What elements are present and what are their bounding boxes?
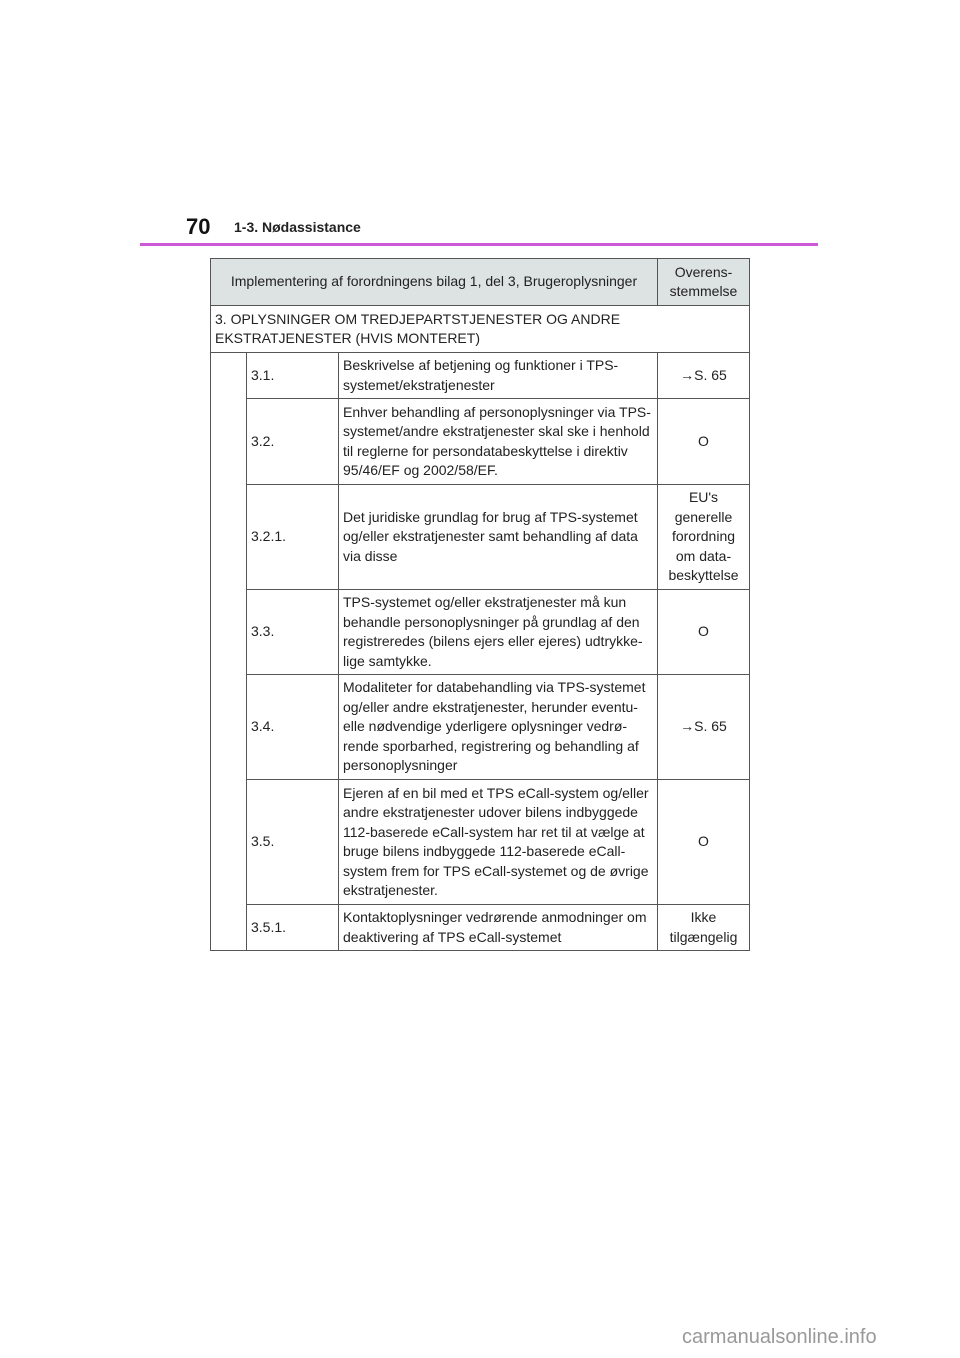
row-status: O <box>658 399 750 485</box>
row-number: 3.3. <box>247 590 339 675</box>
section-title: 1-3. Nødassistance <box>234 219 361 235</box>
table-row <box>211 675 750 780</box>
compliance-table <box>210 258 750 951</box>
header-divider <box>140 243 818 246</box>
row-status: Ikke tilgængelig <box>658 905 750 951</box>
watermark: carmanualsonline.info <box>682 1326 877 1348</box>
row-text: Det juridiske grundlag for brug af TPS-systemet og/eller ekstratjenester samt behandling af data via disse <box>339 485 658 590</box>
table-row <box>211 485 750 590</box>
table-row <box>211 905 750 951</box>
header-compliance: Overens-stemmelse <box>658 259 750 306</box>
table-row <box>211 353 750 399</box>
section-heading: 3. OPLYSNINGER OM TREDJEPARTSTJENESTER OG ANDRE EKSTRATJENESTER (HVIS MONTERET) <box>211 306 750 353</box>
row-status: →S. 65 <box>658 353 750 399</box>
row-number: 3.4. <box>247 675 339 780</box>
row-text: Kontaktoplysninger vedrørende anmodninger om deaktivering af TPS eCall-systemet <box>339 905 658 951</box>
row-text: Beskrivelse af betjening og funktioner i TPS-systemet/ekstratjenester <box>339 353 658 399</box>
row-status: EU's generelle forordning om data-beskyttelse <box>658 485 750 590</box>
row-number: 3.5.1. <box>247 905 339 951</box>
indent-cell <box>211 353 247 951</box>
row-text: Modaliteter for databehandling via TPS-systemet og/eller andre ekstratjenester, herunder eventu-elle nødvendige yderligere oplysninger vedrø-rende sporbarhed, registrering og behandling af personoplysninger <box>339 675 658 780</box>
table-row <box>211 399 750 485</box>
row-text: TPS-systemet og/eller ekstratjenester må kun behandle personoplysninger på grundlag af den registreredes (bilens ejers eller ejeres) udtrykke-lige samtykke. <box>339 590 658 675</box>
row-number: 3.2.1. <box>247 485 339 590</box>
header-main: Implementering af forordningens bilag 1, del 3, Brugeroplysninger <box>211 259 658 306</box>
row-status: →S. 65 <box>658 675 750 780</box>
row-status: O <box>658 590 750 675</box>
row-text: Ejeren af en bil med et TPS eCall-system og/eller andre ekstratjenester udover bilens indbyggede 112-baserede eCall-system har ret til at vælge at bruge bilens indbyggede 112-baserede eCall-system frem for TPS eCall-systemet og de øvrige ekstratjenester. <box>339 780 658 905</box>
row-number: 3.1. <box>247 353 339 399</box>
row-status: O <box>658 780 750 905</box>
row-number: 3.5. <box>247 780 339 905</box>
table-row <box>211 780 750 905</box>
page-number: 70 <box>186 214 211 239</box>
row-number: 3.2. <box>247 399 339 485</box>
table-header-row <box>211 259 750 306</box>
row-text: Enhver behandling af personoplysninger via TPS-systemet/andre ekstratjenester skal ske i henhold til reglerne for persondatabeskyttelse i direktiv 95/46/EF og 2002/58/EF. <box>339 399 658 485</box>
table-row <box>211 590 750 675</box>
section-row <box>211 306 750 353</box>
